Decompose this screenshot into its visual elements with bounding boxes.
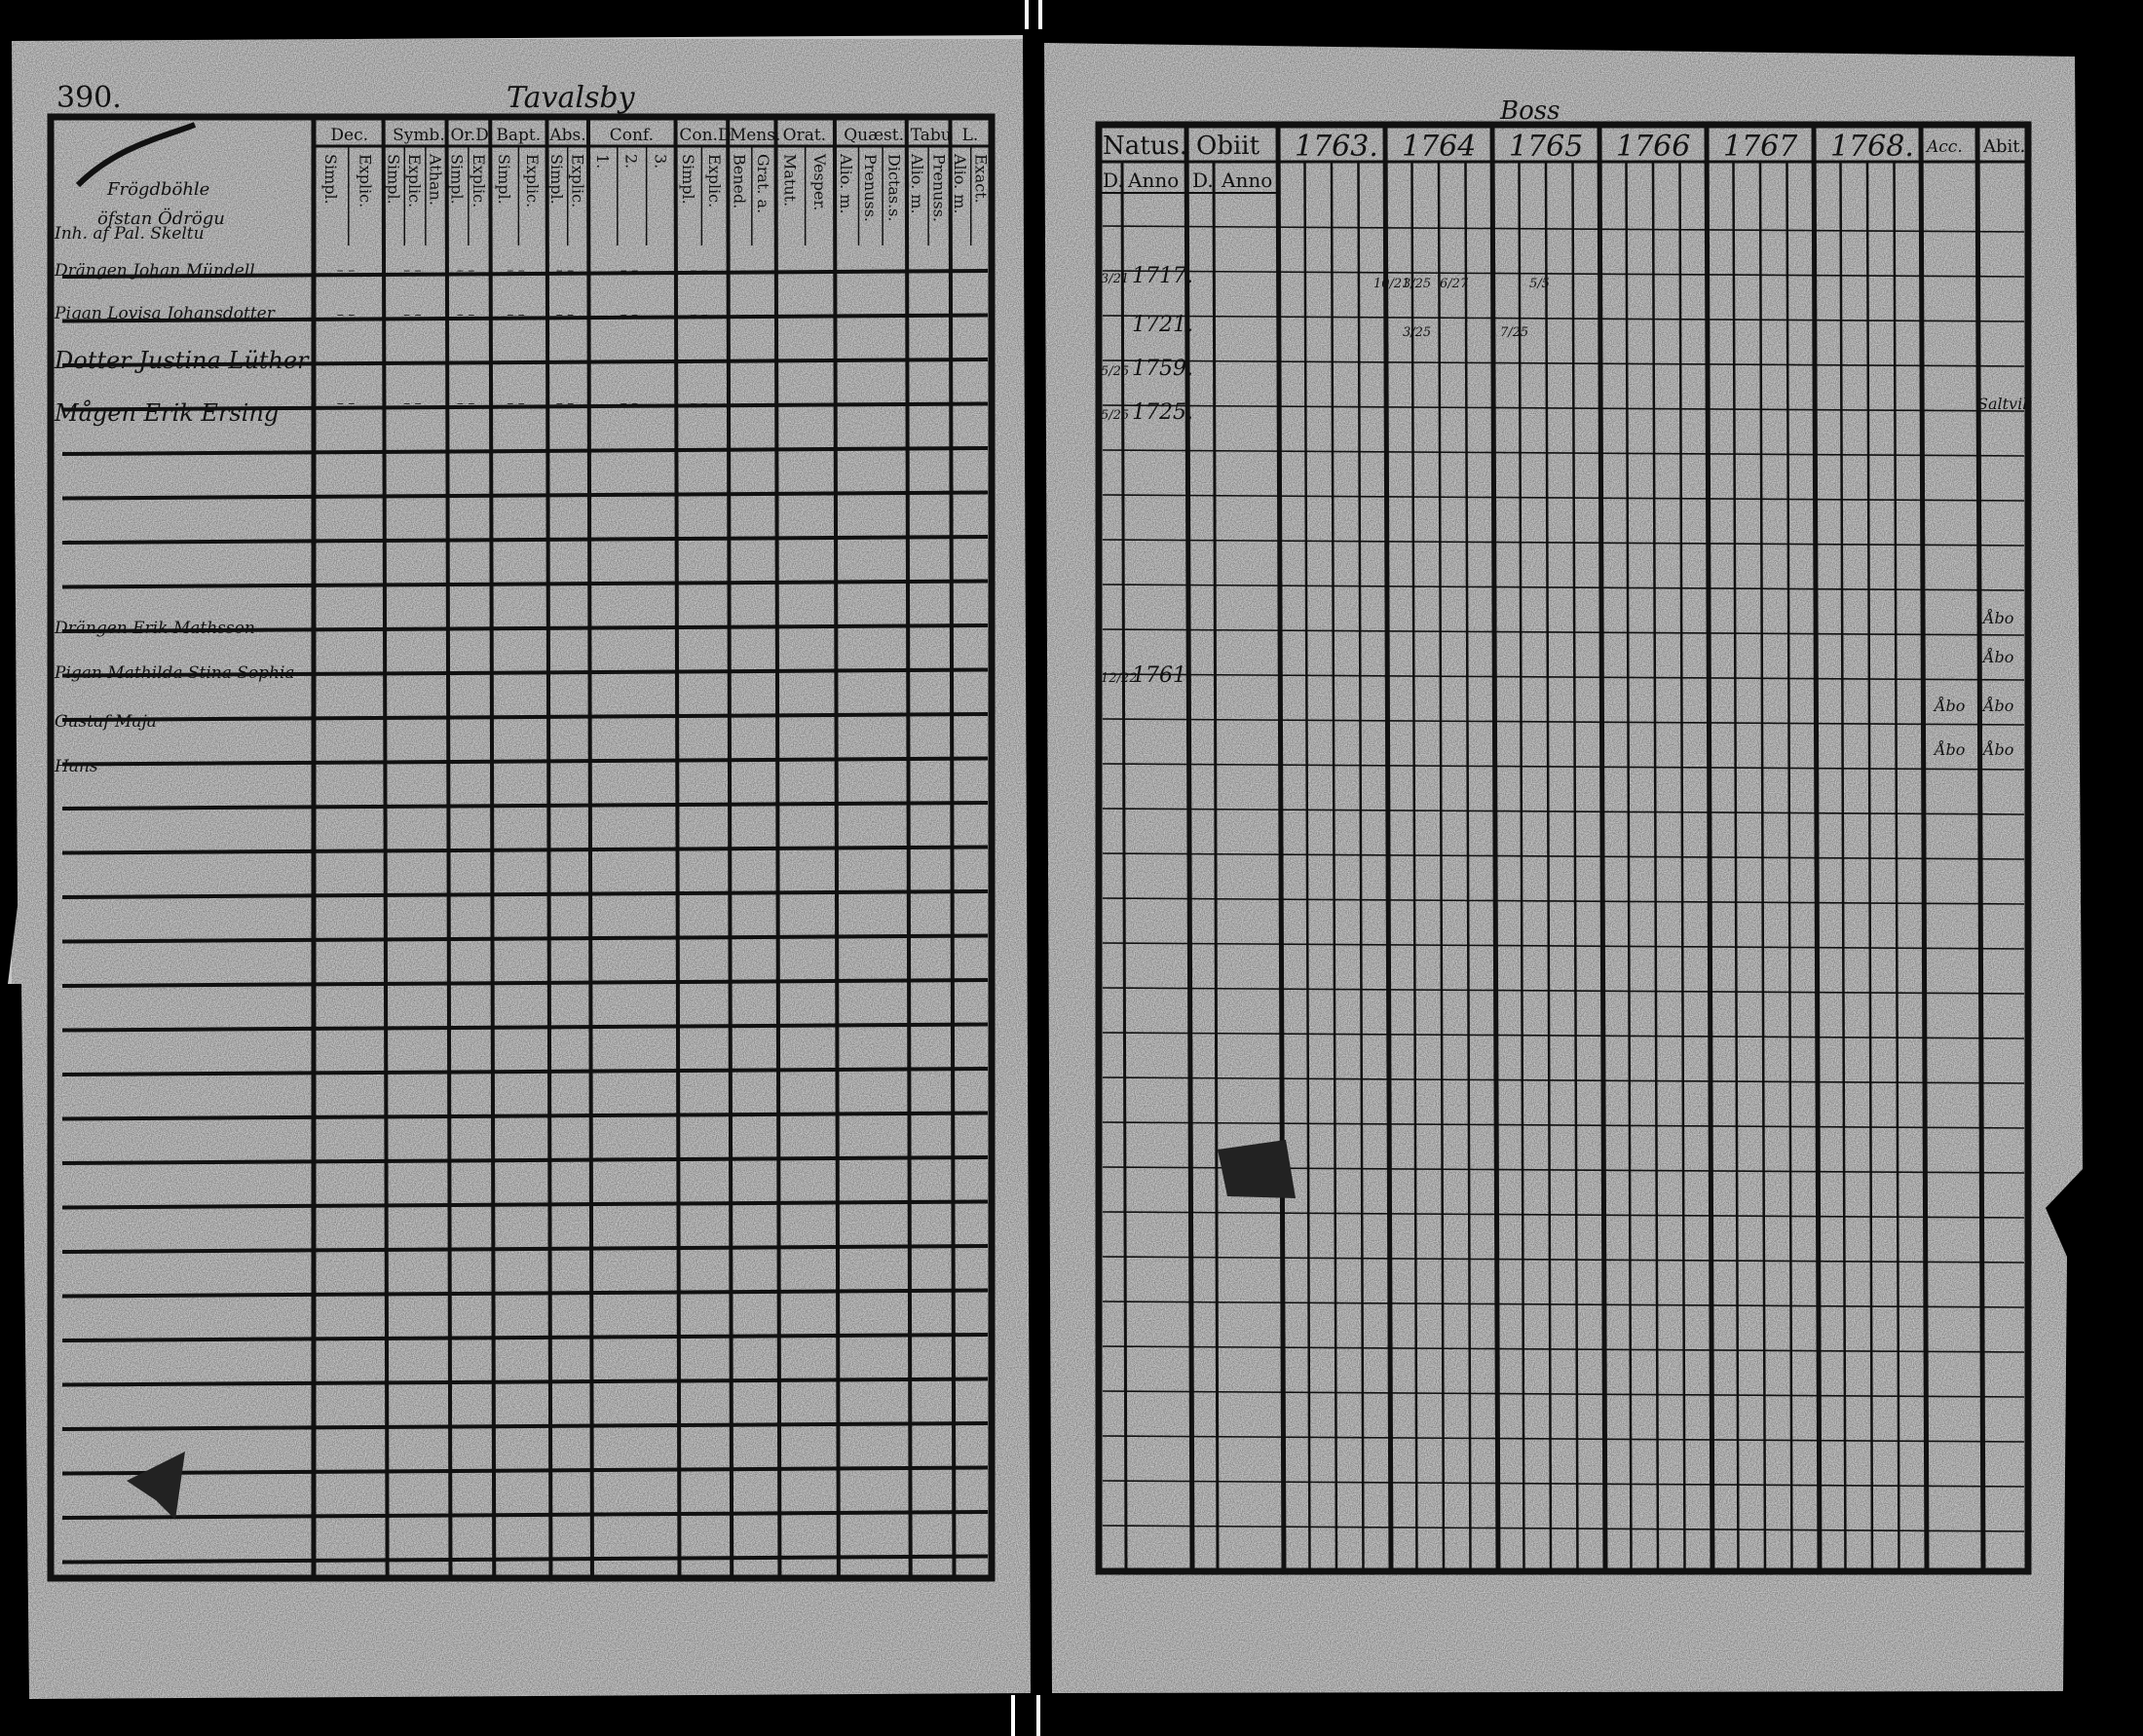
column-header: L. — [961, 126, 979, 145]
tick-mark: – – — [739, 307, 759, 323]
right-page-title: Boss — [1500, 96, 1560, 126]
column-subheader: Simpl. — [384, 154, 403, 205]
page-number: 390. — [56, 81, 122, 115]
move-entry: Åbo — [1935, 697, 1966, 715]
column-subheader: Prenuss. — [929, 154, 949, 222]
move-entry: Saltvik — [1977, 395, 2032, 413]
year-header: 1768. — [1830, 130, 1914, 164]
column-header: Con.D — [679, 126, 732, 145]
column-header: Orat. — [782, 126, 827, 145]
tick-mark: – – — [739, 396, 759, 412]
obiit-day-header: D. — [1192, 169, 1214, 192]
person-name: Drängen Erik Mathsson — [55, 619, 255, 638]
column-header: Tabu — [910, 126, 952, 145]
column-subheader: Explic. — [405, 154, 425, 208]
tick-mark: – – — [403, 263, 422, 279]
column-subheader: Exact. — [971, 154, 991, 204]
owner-note-line-2: öfstan Ödrögu — [97, 208, 225, 229]
tick-mark: – – — [793, 307, 812, 323]
column-subheader: Simpl. — [447, 154, 467, 205]
column-header: Mens. — [729, 126, 781, 145]
entry-mark: 6/27 — [1440, 277, 1469, 291]
natus-year-header: Anno — [1128, 169, 1180, 192]
tick-mark: – – — [858, 263, 878, 279]
person-name: Hans — [55, 757, 98, 776]
tick-mark: – – — [507, 396, 525, 412]
column-subheader: 3. — [651, 154, 670, 170]
ink-stain — [1218, 1140, 1296, 1198]
column-subheader: Explic. — [356, 154, 375, 208]
obiit-header: Obiit — [1196, 132, 1260, 161]
tick-mark: – – — [620, 263, 639, 279]
move-entry: Åbo — [1983, 697, 2014, 715]
column-subheader: Explic. — [704, 154, 724, 208]
tick-mark: – – — [336, 307, 356, 323]
column-header: Bapt. — [496, 126, 542, 145]
move-entry: Åbo — [1983, 740, 2014, 759]
tick-mark: – – — [858, 396, 878, 412]
column-subheader: Bened. — [730, 154, 749, 209]
column-subheader: Simpl. — [320, 154, 340, 205]
entry-mark: 3/25 — [1403, 277, 1432, 291]
tick-mark: – – — [456, 307, 475, 323]
person-name: Pigan Mathilda Stina Sophia — [55, 663, 295, 683]
entry-mark: 3/25 — [1403, 325, 1432, 340]
left-page-title: Tavalsby — [507, 81, 635, 115]
column-subheader: Simpl. — [547, 154, 567, 205]
column-subheader: Athan. — [426, 154, 445, 206]
birth-day: 5/25 — [1101, 408, 1130, 423]
column-header: Conf. — [609, 126, 655, 145]
birth-year: 1761. — [1132, 663, 1193, 688]
left-page — [8, 35, 1031, 1699]
column-header: Dec. — [330, 126, 369, 145]
tick-mark: – – — [555, 396, 575, 412]
year-header: 1765 — [1509, 130, 1584, 164]
birth-day: 12/22 — [1101, 671, 1138, 686]
column-header: Abs. — [549, 126, 586, 145]
tick-mark: – – — [858, 307, 878, 323]
column-subheader: 2. — [621, 154, 641, 170]
entry-mark: 5/5 — [1529, 277, 1550, 291]
column-subheader: Explic. — [568, 154, 587, 208]
birth-year: 1725. — [1132, 400, 1193, 425]
column-subheader: Alio. m. — [837, 154, 856, 214]
birth-day: 5/25 — [1101, 364, 1130, 379]
tick-mark: – – — [690, 263, 708, 279]
abiit-header: Abit. — [1983, 136, 2026, 157]
tick-mark: – – — [456, 263, 475, 279]
person-name: Mågen Erik Ersing — [55, 399, 280, 427]
tick-mark: – – — [555, 263, 575, 279]
birth-year: 1721. — [1132, 313, 1193, 337]
column-header: Or.D — [450, 126, 489, 145]
column-subheader: Dictas.s. — [884, 154, 904, 222]
tick-mark: – – — [456, 396, 475, 412]
tick-mark: – – — [620, 396, 639, 412]
column-subheader: Explic. — [470, 154, 489, 208]
column-subheader: Prenuss. — [860, 154, 880, 222]
column-header: Quæst. — [844, 126, 905, 145]
move-entry: Åbo — [1983, 609, 2014, 627]
column-subheader: Matut. — [780, 154, 800, 208]
tick-mark: – – — [620, 307, 639, 323]
natus-header: Natus. — [1103, 132, 1188, 161]
tick-mark: – – — [336, 263, 356, 279]
column-subheader: Alio. m. — [907, 154, 926, 214]
person-name: Drängen Johan Mündell — [55, 261, 255, 281]
person-name: Dotter Justina Lüther — [55, 347, 309, 374]
tick-mark: – – — [793, 396, 812, 412]
move-entry: Åbo — [1935, 740, 1966, 759]
entry-mark: 7/25 — [1500, 325, 1529, 340]
column-subheader: Simpl. — [678, 154, 697, 205]
person-name: Pigan Lovisa Johansdotter — [55, 304, 275, 323]
column-subheader: Alio. m. — [951, 154, 970, 214]
birth-day: 3/21 — [1101, 272, 1130, 286]
tick-mark: – – — [555, 307, 575, 323]
tick-mark: – – — [403, 307, 422, 323]
birth-year: 1759. — [1132, 357, 1193, 381]
tick-mark: – – — [690, 307, 708, 323]
owner-note-line-1: Frögdböhle — [107, 179, 210, 200]
column-subheader: Explic. — [522, 154, 542, 208]
person-name: Inh. af Pal. Skeltu — [55, 224, 205, 244]
tick-mark: – – — [793, 263, 812, 279]
column-header: Symb. — [393, 126, 445, 145]
tick-mark: – – — [690, 396, 708, 412]
birth-year: 1717. — [1132, 264, 1193, 288]
obiit-year-header: Anno — [1222, 169, 1273, 192]
year-header: 1763. — [1295, 130, 1378, 164]
year-header: 1766 — [1616, 130, 1691, 164]
column-subheader: Grat. a. — [754, 154, 773, 214]
accessit-header: Acc. — [1927, 137, 1963, 157]
natus-day-header: D. — [1103, 169, 1124, 192]
move-entry: Åbo — [1983, 648, 2014, 666]
year-header: 1764 — [1402, 130, 1477, 164]
column-subheader: 1. — [592, 154, 612, 170]
column-subheader: Vesper. — [809, 154, 829, 211]
person-name: Gustaf Maja — [55, 712, 157, 732]
tick-mark: – – — [507, 307, 525, 323]
year-header: 1767 — [1723, 130, 1798, 164]
entry-mark: 10/21 — [1373, 277, 1410, 291]
tick-mark: – – — [739, 263, 759, 279]
tick-mark: – – — [403, 396, 422, 412]
column-subheader: Simpl. — [494, 154, 513, 205]
tick-mark: – – — [507, 263, 525, 279]
tick-mark: – – — [336, 396, 356, 412]
